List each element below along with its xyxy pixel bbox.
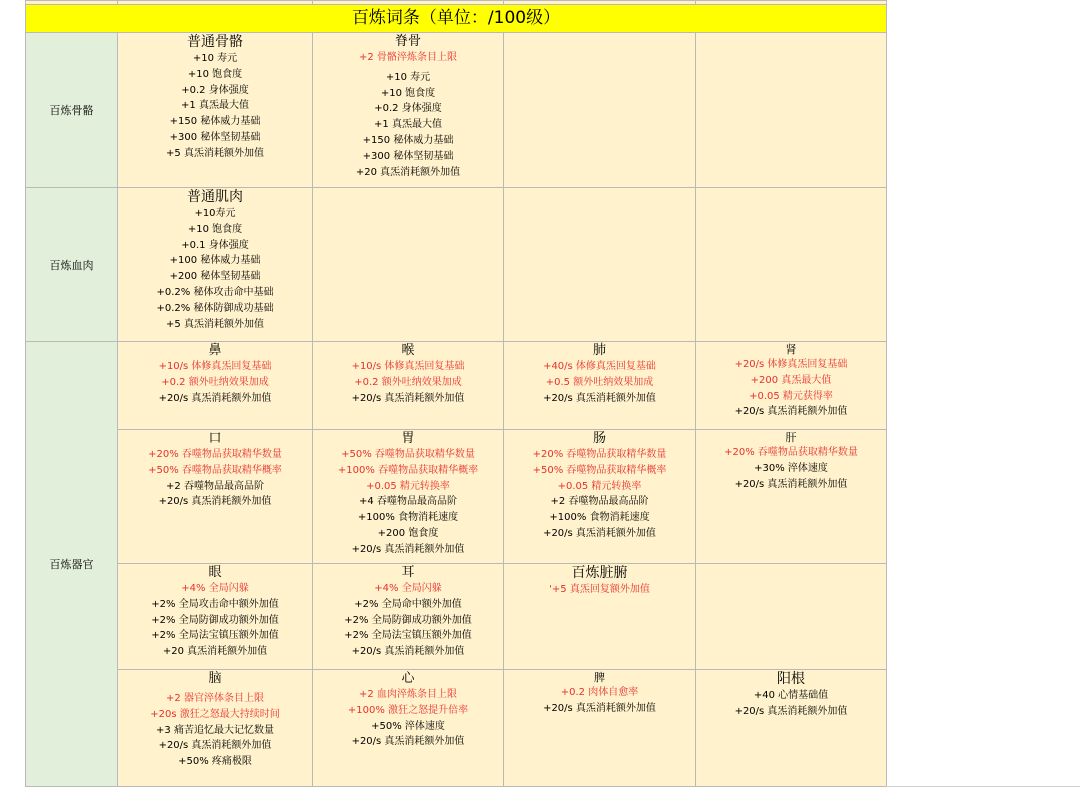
cell-line: +2% 全局攻击命中额外加值: [151, 598, 279, 610]
cell-c21[interactable]: [118, 188, 313, 342]
cell-line: +50% 吞噬物品获取精华概率: [532, 464, 667, 476]
cell-o14[interactable]: [696, 342, 887, 430]
cell-line: +2% 全局防御成功额外加值: [151, 614, 279, 626]
cell-title: 眼: [208, 565, 222, 580]
cell-o23[interactable]: [504, 430, 696, 564]
cell-line: +20/s 真炁消耗额外加值: [158, 496, 272, 508]
cell-line: +3 痛苦追忆最大记忆数量: [156, 724, 274, 736]
cell-title: 脾: [594, 671, 605, 684]
cell-o42[interactable]: [313, 670, 504, 787]
cell-o24[interactable]: [696, 430, 887, 564]
cell-o21[interactable]: [118, 430, 313, 564]
cell-line: +10寿元: [194, 208, 236, 219]
cell-line: +0.2% 秘体攻击命中基础: [156, 286, 274, 298]
cell-line: +2 血肉淬炼条目上限: [359, 689, 457, 700]
cell-line: +300 秘体坚韧基础: [362, 150, 454, 162]
gridline-divider: [886, 786, 1080, 787]
cell-line: +40 心情基础值: [753, 690, 829, 701]
cell-line: +10/s 体修真炁回复基础: [351, 361, 465, 372]
cell-line: +200 秘体坚韧基础: [169, 271, 261, 283]
cell-line: +100% 吞噬物品获取精华概率: [337, 464, 479, 476]
table-header-cell[interactable]: [26, 5, 887, 33]
cell-title: 脊骨: [394, 34, 421, 49]
cell-o13[interactable]: [504, 342, 696, 430]
cell-line: +150 秘体威力基础: [362, 134, 454, 146]
cell-line: +20/s 真炁消耗额外加值: [158, 740, 272, 752]
cell-empty[interactable]: [696, 564, 887, 670]
cell-title: 喉: [401, 343, 415, 358]
cell-line: +0.1 身体强度: [181, 239, 249, 251]
cell-title: 普通骨骼: [187, 34, 243, 50]
cell-title: 口: [208, 431, 222, 446]
cell-title: 胃: [401, 431, 415, 446]
cell-line: +40/s 体修真炁回复基础: [543, 361, 656, 372]
table-row-organ-1: [26, 342, 887, 430]
cell-empty[interactable]: [696, 188, 887, 342]
cell-line: +1 真炁最大值: [374, 119, 442, 131]
cell-line: +20% 吞噬物品获取精华数量: [148, 449, 282, 460]
cell-o11[interactable]: [118, 342, 313, 430]
cell-line: +20% 吞噬物品获取精华数量: [724, 447, 858, 458]
category-label: 百炼器官: [49, 558, 94, 571]
cell-line: +200 饱食度: [377, 527, 439, 539]
cell-line: +20/s 真炁消耗额外加值: [543, 702, 656, 714]
cell-line: +0.2 额外吐纳效果加成: [354, 376, 462, 388]
cell-line: +20/s 真炁消耗额外加值: [351, 646, 465, 658]
cell-line: +20/s 真炁消耗额外加值: [734, 478, 848, 490]
cell-line: +20 真炁消耗额外加值: [355, 166, 461, 178]
cell-line: +0.05 精元转换率: [366, 480, 450, 492]
cell-line: +0.5 额外吐纳效果加成: [545, 376, 654, 388]
cell-empty[interactable]: [504, 188, 696, 342]
cell-c11[interactable]: [118, 33, 313, 188]
cell-o44[interactable]: [696, 670, 887, 787]
cell-empty[interactable]: [696, 33, 887, 188]
cell-line: +50% 淬体速度: [371, 720, 445, 732]
cell-title: 肠: [592, 431, 606, 446]
cell-line: +10 饱食度: [187, 223, 243, 235]
cell-o33[interactable]: [504, 564, 696, 670]
cell-line: +0.2 身体强度: [181, 84, 249, 96]
cell-line: +10 饱食度: [380, 87, 436, 99]
cell-line: +0.2 肉体自愈率: [560, 687, 639, 698]
cell-title: 鼻: [208, 343, 222, 358]
cell-line: +10 寿元: [192, 53, 238, 64]
cell-line: +20s 激狂之怒最大持续时间: [150, 708, 280, 720]
table-row-flesh: [26, 188, 887, 342]
cell-line: +20/s 真炁消耗额外加值: [734, 705, 848, 717]
cell-o41[interactable]: [118, 670, 313, 787]
table-row-organ-2: [26, 430, 887, 564]
cell-line: +20/s 体修真炁回复基础: [734, 359, 848, 370]
cell-o12[interactable]: [313, 342, 504, 430]
cell-o32[interactable]: [313, 564, 504, 670]
category-cell-bone[interactable]: [26, 33, 118, 188]
category-cell-flesh[interactable]: [26, 188, 118, 342]
cell-line: +2% 全局命中额外加值: [354, 598, 462, 610]
cell-line: +5 真炁消耗额外加值: [166, 147, 264, 159]
cell-line: +0.2 身体强度: [374, 103, 442, 115]
cell-title: 百炼脏腑: [571, 565, 628, 581]
cell-o31[interactable]: [118, 564, 313, 670]
cell-line: +20/s 真炁消耗额外加值: [158, 392, 272, 404]
cell-line: +0.2 额外吐纳效果加成: [161, 376, 269, 388]
cell-line: +0.05 精元转换率: [557, 480, 642, 492]
cell-title: 耳: [401, 565, 415, 580]
cell-line: +2% 全局防御成功额外加值: [344, 614, 472, 626]
cell-line: +1 真炁最大值: [181, 100, 249, 112]
cell-o22[interactable]: [313, 430, 504, 564]
table-row-organ-4: [26, 670, 887, 787]
table-row-organ-3: [26, 564, 887, 670]
cell-line: +20/s 真炁消耗额外加值: [543, 527, 656, 539]
cell-line: +0.2% 秘体防御成功基础: [156, 302, 274, 314]
cell-line: +150 秘体威力基础: [169, 116, 261, 128]
cell-line: +2 吞噬物品最高品阶: [550, 496, 649, 508]
cell-line: +50% 吞噬物品获取精华数量: [341, 449, 475, 460]
cell-line: +20/s 真炁消耗额外加值: [351, 543, 465, 555]
cell-o43[interactable]: [504, 670, 696, 787]
cell-line: +300 秘体坚韧基础: [169, 131, 261, 143]
cell-line: +4 吞噬物品最高品阶: [359, 496, 457, 508]
cell-line: +2 骨骼淬炼条目上限: [359, 52, 457, 63]
cell-line: +2% 全局法宝镇压额外加值: [151, 630, 279, 642]
spreadsheet-grid: [25, 0, 887, 787]
cell-line: +2 器官淬体条目上限: [166, 693, 264, 704]
table-header: 百炼词条（单位：/100级）: [351, 8, 561, 28]
cell-line: +20/s 真炁消耗额外加值: [543, 392, 656, 404]
cell-line: +100 秘体威力基础: [169, 255, 261, 267]
cell-line: +4% 全局闪躲: [181, 583, 249, 594]
cell-title: 心: [401, 671, 415, 686]
cell-title: 阳根: [777, 671, 805, 687]
cell-line: +20 真炁消耗额外加值: [162, 646, 268, 658]
cell-c12[interactable]: [313, 33, 504, 188]
cell-line: +10 饱食度: [187, 68, 243, 80]
cell-line: +100% 食物消耗速度: [549, 512, 650, 524]
cell-line: +0.05 精元获得率: [749, 390, 833, 402]
cell-line: +2 吞噬物品最高品阶: [166, 480, 264, 492]
category-cell-organ[interactable]: [26, 342, 118, 787]
cell-title: 肾: [785, 343, 797, 356]
cell-empty[interactable]: [504, 33, 696, 188]
cell-line: +10/s 体修真炁回复基础: [158, 361, 272, 372]
cell-title: 脑: [208, 671, 222, 686]
cell-line: +100% 激狂之怒提升倍率: [347, 704, 469, 716]
cell-line: '+5 真炁回复额外加值: [549, 584, 650, 595]
cell-line: +30% 淬体速度: [754, 462, 828, 474]
cell-line: +10 寿元: [385, 71, 431, 83]
cell-line: +20/s 真炁消耗额外加值: [351, 392, 465, 404]
cell-title: 肺: [592, 343, 606, 358]
header-row: [26, 5, 887, 33]
cell-line: +20% 吞噬物品获取精华数量: [532, 449, 667, 460]
cell-line: +50% 疼痛极限: [178, 756, 252, 768]
cell-empty[interactable]: [313, 188, 504, 342]
category-label: 百炼血肉: [49, 258, 94, 272]
cell-line: +100% 食物消耗速度: [357, 512, 459, 524]
cell-line: +20/s 真炁消耗额外加值: [351, 736, 465, 748]
cell-line: +20/s 真炁消耗额外加值: [734, 406, 848, 418]
cell-line: +50% 吞噬物品获取精华概率: [148, 464, 282, 476]
cell-line: +4% 全局闪躲: [374, 583, 442, 594]
category-label: 百炼骨骼: [49, 104, 94, 117]
cell-line: +5 真炁消耗额外加值: [166, 318, 264, 330]
cell-line: +200 真炁最大值: [750, 374, 832, 386]
table-row-bone: [26, 33, 887, 188]
cell-title: 肝: [785, 431, 797, 444]
cell-title: 普通肌肉: [187, 189, 243, 205]
cell-line: +2% 全局法宝镇压额外加值: [344, 630, 472, 642]
